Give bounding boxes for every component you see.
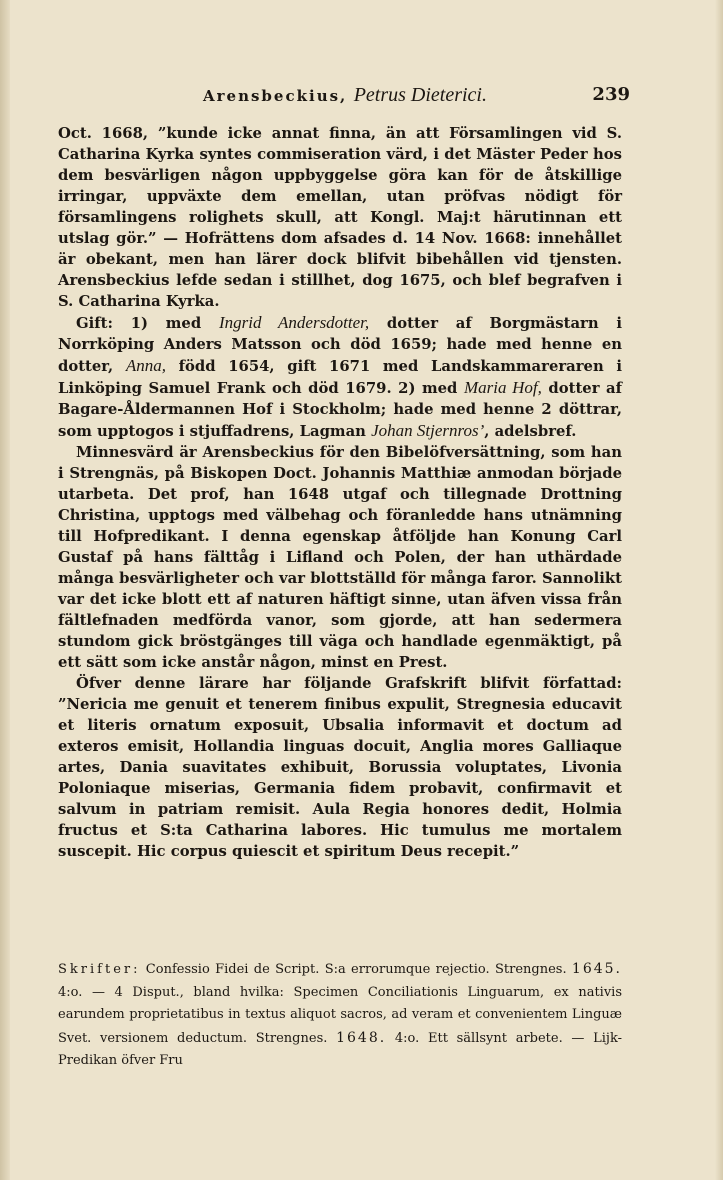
writings-label: Skrifter: [58, 962, 141, 977]
main-text [58, 123, 622, 862]
running-title [60, 84, 630, 107]
note-year: 1645. [571, 961, 622, 977]
note-text: 4:o. Ett sällsynt arbete. — Lijk-Predikan öfver Fru [58, 1030, 623, 1068]
page-number: 239 [592, 84, 630, 105]
author-given-name: Petrus Dieterici. [353, 84, 487, 106]
page-right-edge [715, 0, 723, 1180]
person-name: Maria Hof, [463, 378, 542, 397]
paragraph-marriages [58, 312, 622, 442]
note-text: Confessio Fidei de Script. S:a errorumque rejectio. Strengnes. [140, 962, 572, 977]
person-name: Anna, [125, 356, 166, 375]
note-year: 1648. [336, 1029, 387, 1046]
paragraph-continuation: Oct. 1668, ”kunde icke annat finna, än att Församlingen vid S. Catharina Kyrka syntes commiseration värd, i det Mäster Peder hos dem besvärligen någon uppbyggelse göra kan för de åtskillige irringar, uppväxte dem emellan, utan pröfvas nödigt för församlingens rolighets skull, att Kongl. Maj:t härutinnan ett utslag gör.” — Hofrättens dom afsades d. 14 Nov. 1668: innehållet är obekant, men han lärer dock blifvit bibehållen vid tjensten. Arensbeckius lefde sedan i stillhet, dog 1675, och blef begrafven i S. Catharina Kyrka. [58, 125, 622, 310]
paragraph-bible-translation: Minnesvärd är Arensbeckius för den Bibelöfversättning, som han i Strengnäs, på Biskopen Doct. Johannis Matthiæ anmodan började utarbeta. Det prof, han 1648 utgaf och tillegnade Drottning Christina, upptogs med välbehag och föranledde hans utnämning till Hofpredikant. I denna egenskap åtföljde han Konung Carl Gustaf på hans fälttåg i Lifland och Polen, der han uthärdade många besvärligheter och var blottställd för många faror. Sannolikt var det icke blott ett af naturen häftigt sinne, utan äfven vissa från fältlefnaden medförda vanor, som gjorde, att han sedermera stundom gick bröstgänges till väga och handlade egenmäktigt, på ett sätt som icke anstår någon, minst en Prest. [58, 444, 622, 671]
text-run: dotter af Bagare-Åldermannen Hof i Stockholm; hade med henne 2 döttrar, som upptogos i stjuffadrens, Lagman [58, 380, 622, 440]
note-text: 4:o. — 4 Disput., bland hvilka: Specimen Conciliationis Linguarum, ex nativis earundem proprietatibus in textus aliquot sacros, ad veram et convenientem Linguæ Svet. versionem deductum. Strengnes. [58, 984, 622, 1046]
page-left-edge [0, 0, 10, 1180]
person-name: Johan Stjernros’ [371, 421, 485, 440]
text-run: född 1654, gift 1671 med Landskammareraren i Linköping Samuel Frank och död 1679. 2) med [58, 358, 622, 397]
person-name: Ingrid Andersdotter, [218, 313, 370, 332]
text-run: dotter af Borgmästarn i Norrköping Anders Matsson och död 1659; hade med henne en dotter, [58, 315, 622, 375]
text-run: , adelsbref. [484, 423, 577, 440]
author-name: Arensbeckius, [203, 87, 348, 105]
writings-note [58, 958, 622, 1073]
paragraph-epitaph: Öfver denne lärare har följande Grafskrift blifvit författad: ”Nericia me genuit et tenerem finibus expulit, Stregnesia educavit et literis ornatum exposuit, Ubsalia informavit et doctum ad exteros emisit, Hollandia linguas docuit, Anglia mores Galliaque artes, Dania suavitates exhibuit, Borussia voluptates, Livonia Poloniaque miserias, Germania fidem probavit, confirmavit et salvum in patriam remisit. Aula Regia honores dedit, Holmia fructus et S:ta Catharina labores. Hic tumulus me mortalem suscepit. Hic corpus quiescit et spiritum Deus recepit.” [58, 675, 622, 860]
text-run: Gift: 1) med [76, 315, 219, 332]
